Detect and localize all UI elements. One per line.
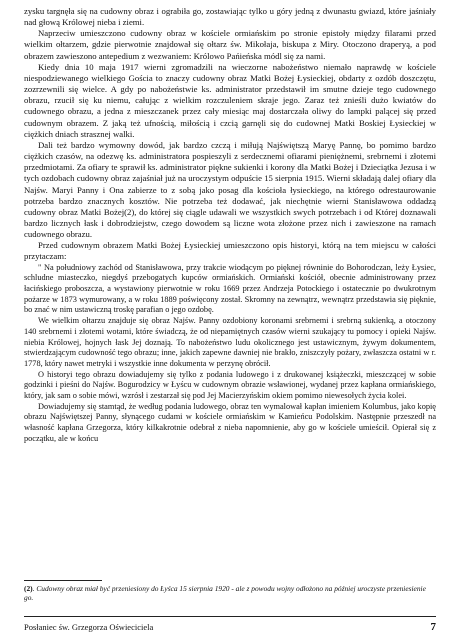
paragraph: Naprzeciw umieszczono cudowny obraz w kościele ormiańskim po stronie epistoły między filarami przed wielkim ołtarzem, gdzie pierwotnie znajdował się ołtarz św. Mikołaja, biskupa z Miry. Otoczono draperyą, a pod obrazem zawieszono antepedium z wezwaniem: Królowo Pańieńska módl się za nami. <box>24 28 436 61</box>
quote-paragraph: " Na południowy zachód od Stanisławowa, przy trakcie wiodącym po pięknej równinie do Bohorodczan, leży Łysiec, schludne miasteczko, niegdyś przebogatych kupców ormiańskich. Ormiański kościół, obecnie administrowany przez łacińskiego proboszcza, a wystawiony pierwotnie w roku 1669 przez Andrzeja Potockiego i ostatecznie po dwukrotnym pożarze w 1873 wymurowany, a w roku 1889 poświęcony został. Skromny na zewnątrz, wewnątrz przedstawia się pięknie, bo znać w nim ustawiczną troskę parafian o jego ozdobę. <box>24 262 436 315</box>
paragraph: Przed cudownym obrazem Matki Bożej Łysieckiej umieszczono opis historyi, którą na tem miejscu w całości przytaczam: <box>24 240 436 262</box>
footnote-divider <box>24 580 102 581</box>
footer-divider <box>24 616 436 617</box>
page-footer <box>24 621 436 633</box>
page-number: 7 <box>430 621 436 633</box>
footnote-text: . Cudowny obraz miał być przeniesiony do Łyśca 15 sierpnia 1920 - ale z powodu wojny odłożono na później uroczyste przeniesienie go. <box>24 584 426 603</box>
quote-paragraph: We wielkim ołtarzu znajduje się obraz Najśw. Panny ozdobiony koronami srebrnemi i srebrną sukienką, a otoczony 140 srebrnemi i złotemi wotami, które świadczą, że od niepamiętnych czasów wierni szukający tu pomocy i opieki Najśw. niebia Królowej, hojnych łask Jej doznają. To nabożeństwo ludu okolicznego jest ustawicznym, żywym dokumentem, stwierdzającym cudowność tego obrazu; inne, jakich zapewne dawniej nie brakło, zniszczyły pożary, zwłaszcza ostatni w r. 1778, który nawet metryki i wszystkie inne dokumenta w perzynę obrócił. <box>24 316 436 368</box>
quoted-history <box>24 263 436 445</box>
paragraph: Kiedy dnia 10 maja 1917 wierni zgromadzili na wieczorne nabożeństwo niemało naprawdę w kościele niespodziewanego wielkiego Gościa to znaczy cudowny obraz Matki Bożej Łysieckiej, obdarty z ozdób doszczętu, zozrzewnili się wielce. A gdy po nabożeństwie ks. administrator przedstawił im smutne dzieje tego cudownego obrazu, rzucił się ku niemu, całując z wielkim rozczuleniem skraje jego. Zaraz też znieśli dużo kwiatów do cudownego obrazu, a jedna z mieszczanek przez cały miesiąc maj dostarczała oliwy do lampki palącej się przed cudownym obrazem. Z jaką też ufnością, miłością i czcią garnęli się do cudownej Matki Boskiej Łysieckiej w ciężkich dniach strasznej walki. <box>24 61 436 139</box>
quote-paragraph: O historyi tego obrazu dowiadujemy się tylko z podania ludowego i z drukowanej książeczki, mieszczącej w sobie godzinki i pieśni do Najśw. Bogurodzicy w Łyścu w cudownym obrazie wsławionej, wydanej przez kapłana ormiańskiego, który, jak sam o sobie mówi, wzrósł i zestarzał się pod Jej Macierzyńskim okiem pomimo niewesołych życia kolei. <box>24 369 436 401</box>
footnote <box>24 584 436 603</box>
main-text <box>24 6 436 263</box>
publication-title: Posłaniec św. Grzegorza Oświeciciela <box>24 622 154 632</box>
quote-paragraph: Dowiadujemy się stamtąd, że według podania ludowego, obraz ten wymalował kapłan imieniem Kolumbus, jako kopię obrazu Najświętszej Panny, słynącego cudami w kościele ormiańskim w Kamieńcu Podolskim. Następnie przeszedł na własność kapłana Grzegorza, który kilkakrotnie odebrał z nieba napomnienie, aby go w kościele umieścił. Opierał się z początku, ale w końcu <box>24 401 436 443</box>
paragraph: zysku targnęła się na cudowny obraz i ograbiła go, zostawiając tylko u góry jedną z dwunastu gwiazd, które jaśniały nad głową Królowej nieba i ziemi. <box>24 6 436 28</box>
paragraph: Dali też bardzo wymowny dowód, jak bardzo czczą i miłują Najświętszą Maryę Pannę, bo pomimo bardzo ciężkich czasów, na odezwę ks. administratora pospieszyli z serdecznemi ofiarami pieniężnemi, srebrnemi i złotemi przedmiotami. Za ofiary te sprawił ks. administrator piękne sukienki i korony dla Matki Bożej i Dzieciątka Jezusa i w tych ozdobach cudowny obraz zajaśniał już na uroczystym odpuście 15 sierpnia 1915. Wierni składają dalej ofiary dla Najśw. Maryi Panny i Ona zabierze to z sobą jako posag dla kościoła łysieckiego, na którego odrestaurowanie potrzeba bardzo znacznych kosztów. Nie potrzeba też dodawać, jak niechętnie wierni Stanisławowa oddadzą cudowny obraz Matki Bożej(2), do której się ciągle udawali we wszystkich swych potrzebach i od Której doznawali bardzo licznych łask i dobrodziejstw, czego dowodem są liczne wota złożone przez nich i zawieszone na ramach cudownego obrazu. <box>24 139 436 240</box>
footnote-number: (2) <box>24 584 33 593</box>
